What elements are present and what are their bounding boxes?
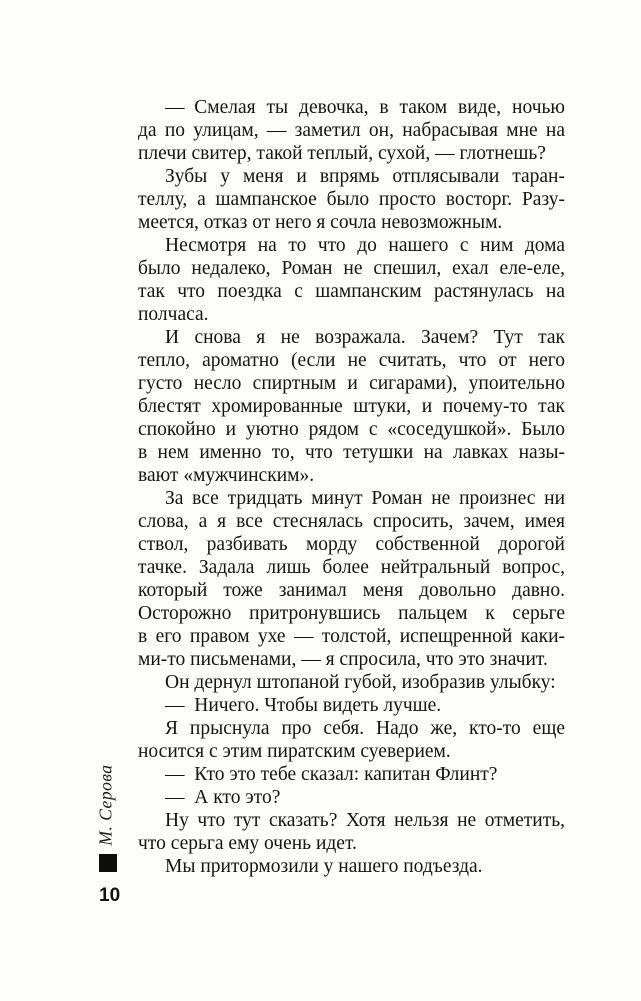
text-line: Осторожно притронувшись пальцем к серьге [138, 603, 565, 624]
text-line: полчаса. [138, 304, 209, 325]
text-line: — Смелая ты девочка, в таком виде, ночью [165, 97, 565, 118]
text-line: — А кто это? [165, 787, 281, 808]
text-line: Я прыснула про себя. Надо же, кто-то еще [165, 718, 565, 739]
text-line: Мы притормозили у нашего подъезда. [165, 856, 483, 877]
text-line: Ну что тут сказать? Хотя нельзя не отметить, [165, 810, 565, 831]
text-line: вают «мужчинским». [138, 465, 315, 486]
text-line: было недалеко, Роман не спешил, ехал еле-еле, [138, 258, 565, 279]
text-line: За все тридцать минут Роман не произнес ни [165, 488, 565, 509]
text-line: ми-то письменами, — я спросила, что это значит. [138, 649, 548, 670]
text-line: меется, отказ от него я сочла невозможным. [138, 212, 503, 233]
text-line: Он дернул штопаной губой, изобразив улыбку: [165, 672, 556, 693]
text-line: густо несло спиртным и сигарами), упоительно [138, 373, 565, 394]
body-text [138, 96, 565, 878]
text-line: да по улицам, — заметил он, набрасывая мне на [138, 120, 565, 141]
author-vertical-label: М. Серова [95, 764, 116, 846]
text-line: блестят хромированные штуки, и почему-то так [138, 396, 565, 417]
text-line: И снова я не возражала. Зачем? Тут так [165, 327, 565, 348]
text-line: тепло, ароматно (если не считать, что от него [138, 350, 565, 371]
text-line: так что поездка с шампанским растянулась на [138, 281, 565, 302]
text-line: ствол, разбивать морду собственной дорогой [138, 534, 565, 555]
text-line: в нем именно то, что тетушки на лавках назы- [138, 442, 565, 463]
text-line: — Кто это тебе сказал: капитан Флинт? [165, 764, 498, 785]
section-end-marker [99, 854, 117, 872]
text-line: слова, а я все стеснялась спросить, зачем, имея [138, 511, 565, 532]
text-line: Несмотря на то что до нашего с ним дома [165, 235, 565, 256]
text-line: тачке. Задала лишь более нейтральный вопрос, [138, 557, 565, 578]
text-line: — Ничего. Чтобы видеть лучше. [165, 695, 442, 716]
text-line: Зубы у меня и впрямь отплясывали таран- [165, 166, 565, 187]
text-line: который тоже занимал меня довольно давно. [138, 580, 565, 601]
page-number: 10 [99, 885, 121, 906]
text-line: в его правом ухе — толстой, испещренной каки- [138, 626, 565, 647]
text-line: носится с этим пиратским суеверием. [138, 741, 451, 762]
text-line: плечи свитер, такой теплый, сухой, — глотнешь? [138, 143, 546, 164]
text-line: что серьга ему очень идет. [138, 833, 357, 854]
text-line: спокойно и уютно рядом с «соседушкой». Было [138, 419, 565, 440]
text-line: теллу, а шампанское было просто восторг. Разу- [138, 189, 565, 210]
